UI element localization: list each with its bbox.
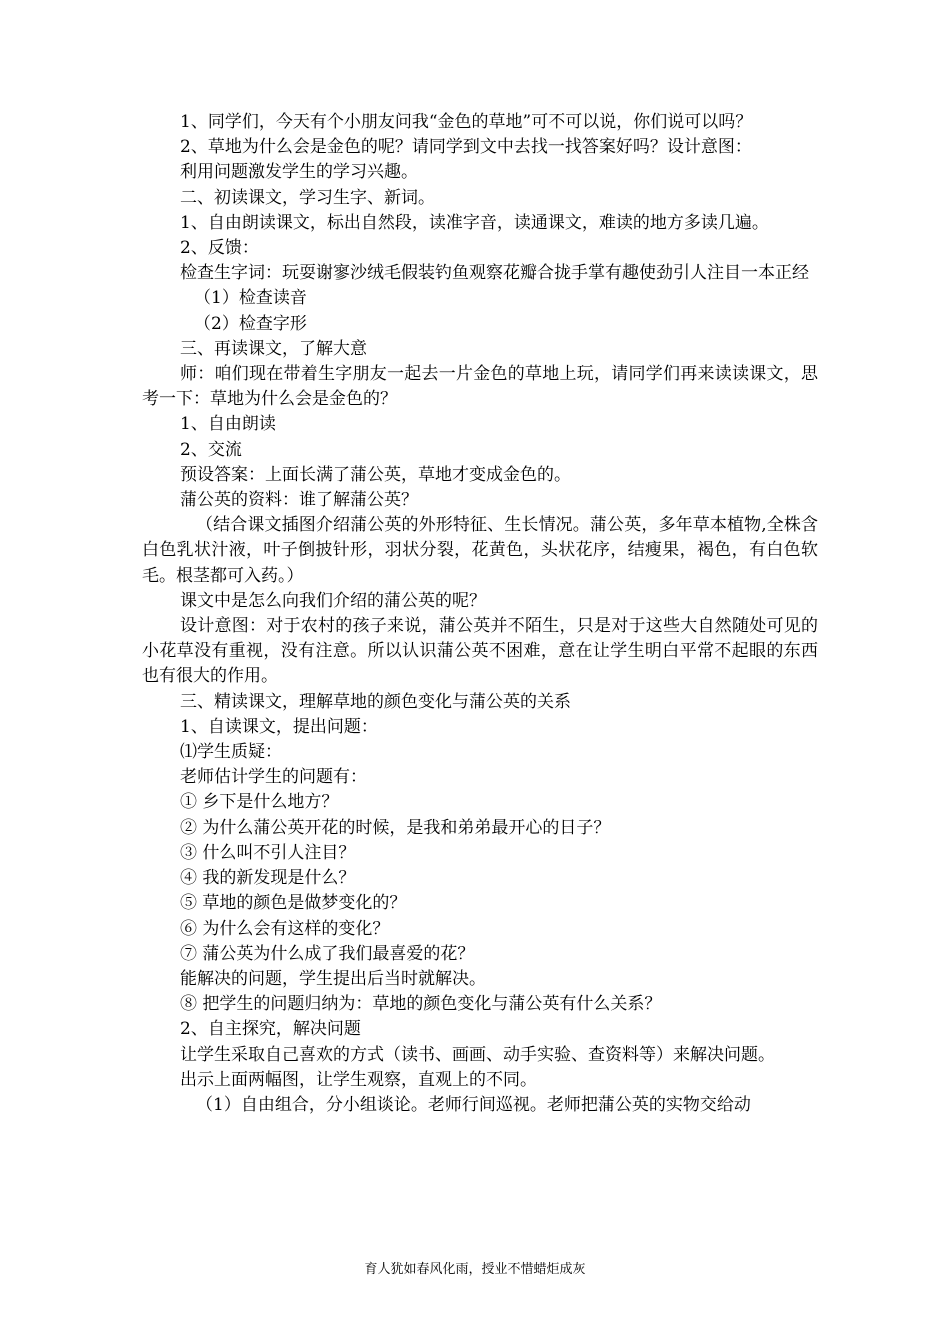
paragraph-34: 出示上面两幅图，让学生观察，直观上的不同。 <box>180 1069 537 1090</box>
section-heading-3: 三、再读课文，了解大意 <box>180 338 367 359</box>
list-item: ⑥ 为什么会有这样的变化？ <box>180 918 390 939</box>
paragraph-6: 2、反馈： <box>180 238 259 259</box>
list-item: ⑤ 草地的颜色是做梦变化的？ <box>180 893 407 914</box>
paragraph-9: （2）检查字形 <box>194 313 307 334</box>
paragraph-8: （1）检查读音 <box>194 288 307 309</box>
page-footer: 育人犹如春风化雨，授业不惜蜡炬成灰 <box>364 1262 586 1277</box>
list-item: ⑧ 把学生的问题归纳为：草地的颜色变化与蒲公英有什么关系？ <box>180 994 662 1015</box>
paragraph-22: 老师估计学生的问题有： <box>180 767 367 788</box>
paragraph-7: 检查生字词：玩耍谢寥沙绒毛假装钓鱼观察花瓣合拢手掌有趣使劲引人注目一本正经 <box>180 263 809 284</box>
paragraph-18: 设计意图：对于农村的孩子来说，蒲公英并不陌生，只是对于这些大自然随处可见的小花草没有重视，没有注意。所以认识蒲公英不困难，意在让学生明白平常不起眼的东西也有很大的作用。 <box>142 616 818 687</box>
paragraph-35: （1）自由组合，分小组谈论。老师行间巡视。老师把蒲公英的实物交给动 <box>196 1094 751 1115</box>
list-item: ① 乡下是什么地方？ <box>180 792 339 813</box>
list-item: ⑦ 蒲公英为什么成了我们最喜爱的花？ <box>180 943 475 964</box>
paragraph-14: 预设答案：上面长满了蒲公英，草地才变成金色的。 <box>180 464 571 485</box>
document-body <box>142 110 818 1118</box>
paragraph-16: （结合课文插图介绍蒲公英的外形特征、生长情况。蒲公英，多年草本植物,全株含白色乳状汁液，叶子倒披针形，羽状分裂，花黄色，头状花序，结瘦果，褐色，有白色软毛。根茎都可入药。） <box>142 515 818 586</box>
list-item: ② 为什么蒲公英开花的时候，是我和弟弟最开心的日子？ <box>180 817 611 838</box>
paragraph-33: 让学生采取自己喜欢的方式（读书、画画、动手实验、查资料等）来解决问题。 <box>180 1044 775 1065</box>
paragraph-20: 1、自读课文，提出问题： <box>180 716 378 737</box>
paragraph-32: 2、自主探究，解决问题 <box>180 1019 361 1040</box>
list-item: ③ 什么叫不引人注目？ <box>180 842 356 863</box>
paragraph-5: 1、自由朗读课文，标出自然段，读准字音，读通课文，难读的地方多读几遍。 <box>180 212 769 233</box>
paragraph-12: 1、自由朗读 <box>180 414 276 435</box>
paragraph-15: 蒲公英的资料：谁了解蒲公英？ <box>180 490 418 511</box>
paragraph-17: 课文中是怎么向我们介绍的蒲公英的呢？ <box>180 590 486 611</box>
section-heading-2: 二、初读课文，学习生字、新词。 <box>180 187 435 208</box>
list-item: ④ 我的新发现是什么？ <box>180 868 356 889</box>
section-heading-3b: 三、精读课文，理解草地的颜色变化与蒲公英的关系 <box>180 691 571 712</box>
paragraph-21: ⑴学生质疑： <box>180 742 282 763</box>
paragraph-11: 师：咱们现在带着生字朋友一起去一片金色的草地上玩，请同学们再来读读课文，思考一下：草地为什么会是金色的？ <box>142 364 818 410</box>
paragraph-1: 1、同学们，今天有个小朋友问我“金色的草地”可不可以说，你们说可以吗？ <box>180 112 753 132</box>
paragraph-13: 2、交流 <box>180 439 242 460</box>
paragraph-2: 2、草地为什么会是金色的呢？请同学到文中去找一找答案好吗？设计意图： <box>180 137 752 158</box>
paragraph-30: 能解决的问题，学生提出后当时就解决。 <box>180 968 486 989</box>
paragraph-3: 利用问题激发学生的学习兴趣。 <box>180 162 418 183</box>
